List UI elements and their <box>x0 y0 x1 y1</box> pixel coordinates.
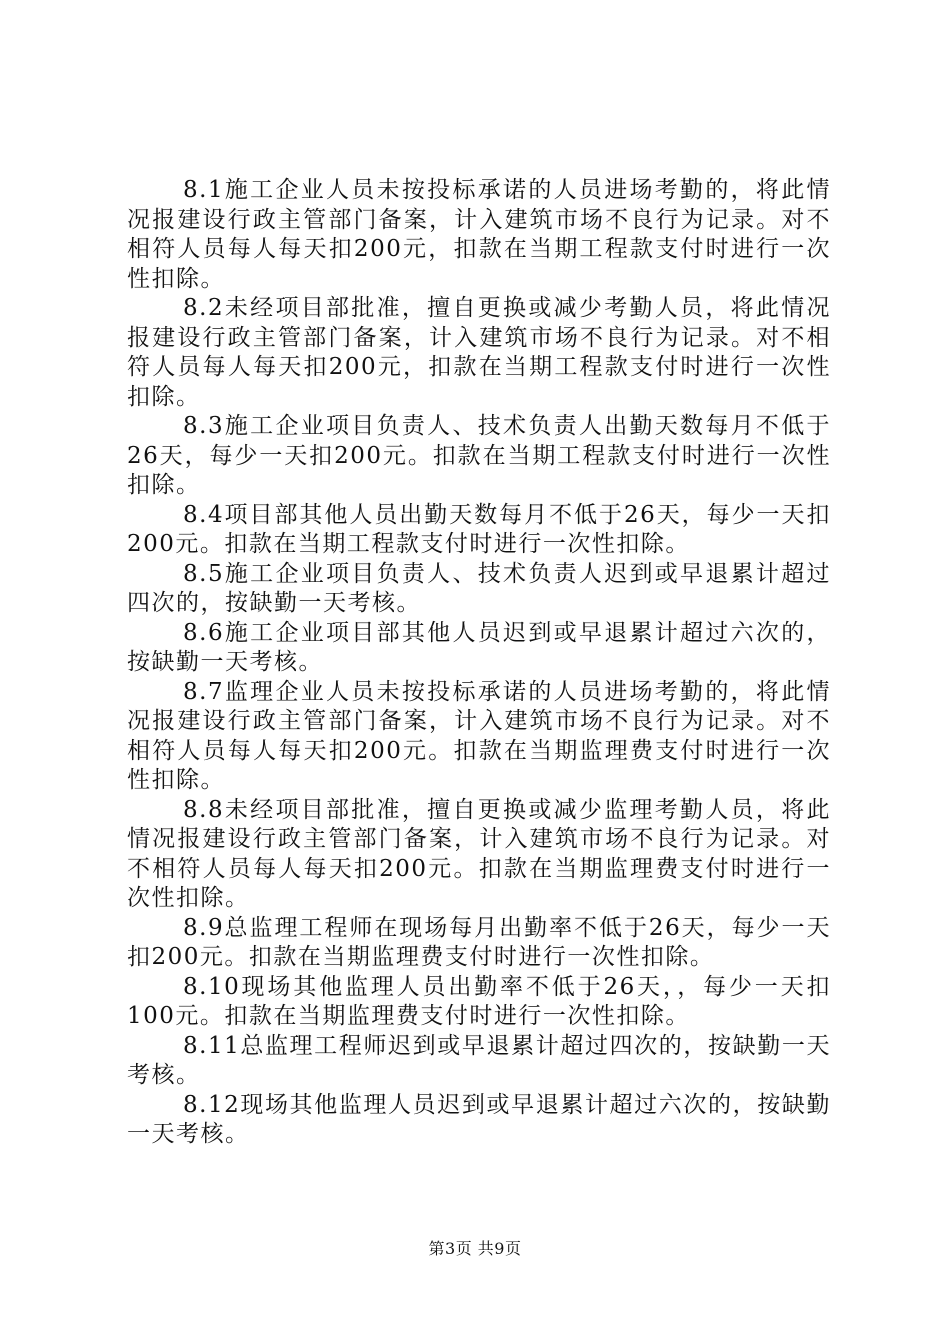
document-body <box>127 176 831 1150</box>
paragraph-8-3: 8.3施工企业项目负责人、技术负责人出勤天数每月不低于26天，每少一天扣200元。扣款在当期工程款支付时进行一次性扣除。 <box>127 413 831 498</box>
paragraph-8-10: 8.10现场其他监理人员出勤率不低于26天，，每少一天扣100元。扣款在当期监理费支付时进行一次性扣除。 <box>127 973 831 1029</box>
paragraph-8-7: 8.7监理企业人员未按投标承诺的人员进场考勤的，将此情况报建设行政主管部门备案，计入建筑市场不良行为记录。对不相符人员每人每天扣200元。扣款在当期监理费支付时进行一次性扣除。 <box>127 678 831 793</box>
paragraph-8-2: 8.2未经项目部批准，擅自更换或减少考勤人员，将此情况报建设行政主管部门备案，计入建筑市场不良行为记录。对不相符人员每人每天扣200元，扣款在当期工程款支付时进行一次性扣除。 <box>127 295 831 410</box>
paragraph-8-4: 8.4项目部其他人员出勤天数每月不低于26天，每少一天扣200元。扣款在当期工程款支付时进行一次性扣除。 <box>127 501 831 557</box>
paragraph-8-9: 8.9总监理工程师在现场每月出勤率不低于26天，每少一天扣200元。扣款在当期监理费支付时进行一次性扣除。 <box>127 914 831 970</box>
paragraph-8-1: 8.1施工企业人员未按投标承诺的人员进场考勤的，将此情况报建设行政主管部门备案，计入建筑市场不良行为记录。对不相符人员每人每天扣200元，扣款在当期工程款支付时进行一次性扣除。 <box>127 177 831 292</box>
page-number: 第3页 共9页 <box>428 1239 522 1258</box>
paragraph-8-5: 8.5施工企业项目负责人、技术负责人迟到或早退累计超过四次的，按缺勤一天考核。 <box>127 560 831 616</box>
paragraph-8-8: 8.8未经项目部批准，擅自更换或减少监理考勤人员，将此情况报建设行政主管部门备案，计入建筑市场不良行为记录。对不相符人员每人每天扣200元。扣款在当期监理费支付时进行一次性扣除。 <box>127 796 831 911</box>
page-footer <box>0 1236 950 1259</box>
paragraph-8-12: 8.12现场其他监理人员迟到或早退累计超过六次的，按缺勤一天考核。 <box>127 1091 831 1147</box>
paragraph-8-11: 8.11总监理工程师迟到或早退累计超过四次的，按缺勤一天考核。 <box>127 1032 831 1088</box>
paragraph-8-6: 8.6施工企业项目部其他人员迟到或早退累计超过六次的，按缺勤一天考核。 <box>127 619 831 675</box>
